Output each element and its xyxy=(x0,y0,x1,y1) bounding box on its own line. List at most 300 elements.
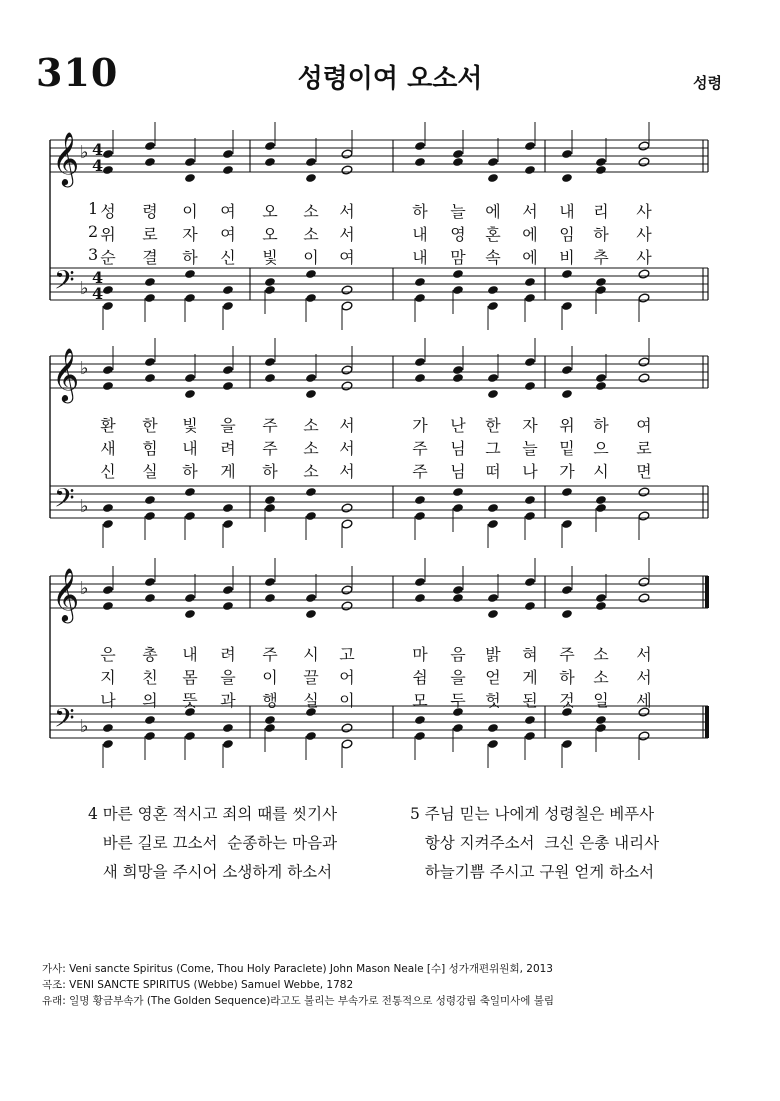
lyric-syllable: 속 xyxy=(485,248,501,267)
lyric-syllable: 추 xyxy=(593,248,609,267)
lyric-syllable: 비 xyxy=(559,248,575,267)
lyric-syllable: 게 xyxy=(522,668,538,687)
lyric-syllable: 주 xyxy=(262,439,278,458)
note-head xyxy=(524,715,536,725)
note-head xyxy=(264,357,276,367)
time-signature-bottom: 4 xyxy=(92,156,104,175)
note-head xyxy=(144,373,156,383)
note-head xyxy=(264,373,276,383)
note-head xyxy=(341,165,353,175)
note-head xyxy=(595,277,607,287)
note-head xyxy=(524,293,536,303)
lyric-syllable: 로 xyxy=(142,225,158,244)
note-head xyxy=(595,285,607,295)
note-head xyxy=(414,141,426,151)
note-head xyxy=(524,731,536,741)
lyric-syllable: 일 xyxy=(593,691,609,710)
note-head xyxy=(452,593,464,603)
lyric-syllable: 빛 xyxy=(182,416,198,435)
note-head xyxy=(595,715,607,725)
lyric-syllable: 이 xyxy=(182,202,198,221)
lyric-syllable: 내 xyxy=(182,439,198,458)
lyric-syllable: 여 xyxy=(220,225,236,244)
lyric-syllable: 하 xyxy=(412,202,428,221)
note-head xyxy=(638,141,650,151)
treble-clef: 𝄞 xyxy=(52,347,80,401)
note-head xyxy=(102,149,114,159)
lyric-syllable: 시 xyxy=(303,645,319,664)
note-head xyxy=(144,495,156,505)
note-head xyxy=(222,365,234,375)
note-head xyxy=(524,165,536,175)
note-head xyxy=(561,269,573,279)
flat-key-signature: ♭ xyxy=(80,142,89,163)
note-head xyxy=(102,585,114,595)
lyric-syllable: 몸 xyxy=(182,668,198,687)
note-head xyxy=(524,601,536,611)
note-head xyxy=(487,373,499,383)
note-head xyxy=(638,577,650,587)
lyric-syllable: 하 xyxy=(593,416,609,435)
note-head xyxy=(184,731,196,741)
lyric-syllable: 영 xyxy=(450,225,466,244)
note-head xyxy=(341,381,353,391)
note-head xyxy=(264,723,276,733)
note-head xyxy=(144,593,156,603)
note-head xyxy=(222,285,234,295)
note-head xyxy=(561,739,573,749)
lyric-syllable: 오 xyxy=(262,225,278,244)
lyric-syllable: 오 xyxy=(262,202,278,221)
lyric-syllable: 성 xyxy=(100,202,116,221)
lyric-syllable: 모 xyxy=(412,691,428,710)
lyric-syllable: 소 xyxy=(593,645,609,664)
lyric-syllable: 서 xyxy=(339,439,355,458)
lyric-syllable: 실 xyxy=(142,462,158,481)
note-head xyxy=(595,601,607,611)
lyric-syllable: 밝 xyxy=(485,645,501,664)
time-signature-bottom: 4 xyxy=(92,284,104,303)
lyric-syllable: 을 xyxy=(450,668,466,687)
lyric-syllable: 가 xyxy=(412,416,428,435)
note-head xyxy=(264,157,276,167)
note-head xyxy=(561,365,573,375)
note-head xyxy=(561,609,573,619)
note-head xyxy=(524,357,536,367)
note-head xyxy=(341,285,353,295)
lyric-syllable: 주 xyxy=(262,645,278,664)
lyric-syllable: 뜻 xyxy=(182,691,198,710)
lyric-syllable: 것 xyxy=(559,691,575,710)
note-head xyxy=(452,723,464,733)
lyric-syllable: 난 xyxy=(450,416,466,435)
note-head xyxy=(184,389,196,399)
lyric-syllable: 결 xyxy=(142,248,158,267)
lyric-syllable: 위 xyxy=(100,225,116,244)
note-head xyxy=(305,373,317,383)
lyric-syllable: 빛 xyxy=(262,248,278,267)
note-head xyxy=(638,593,650,603)
flat-key-signature: ♭ xyxy=(80,496,89,517)
lyric-syllable: 자 xyxy=(522,416,538,435)
note-head xyxy=(264,593,276,603)
lyric-syllable: 서 xyxy=(339,416,355,435)
lyric-syllable: 서 xyxy=(636,645,652,664)
lyric-syllable: 하 xyxy=(182,462,198,481)
note-head xyxy=(414,357,426,367)
lyric-syllable: 하 xyxy=(182,248,198,267)
note-head xyxy=(102,365,114,375)
note-head xyxy=(452,157,464,167)
lyric-syllable: 떠 xyxy=(485,462,501,481)
note-head xyxy=(487,157,499,167)
note-head xyxy=(341,503,353,513)
note-head xyxy=(487,739,499,749)
treble-clef: 𝄞 xyxy=(52,567,80,621)
lyric-syllable: 면 xyxy=(636,462,652,481)
note-head xyxy=(144,357,156,367)
lyric-syllable: 사 xyxy=(636,225,652,244)
note-head xyxy=(341,149,353,159)
note-head xyxy=(264,277,276,287)
note-head xyxy=(305,731,317,741)
note-head xyxy=(305,511,317,521)
note-head xyxy=(638,293,650,303)
lyric-syllable: 내 xyxy=(559,202,575,221)
note-head xyxy=(184,173,196,183)
lyric-syllable: 헛 xyxy=(485,691,501,710)
credit-lyrics: 가사: Veni sancte Spiritus (Come, Thou Holy Paraclete) John Mason Neale [수] 성가개편위원회, 2013 xyxy=(42,963,553,975)
lyric-syllable: 여 xyxy=(339,248,355,267)
lyric-syllable: 친 xyxy=(142,668,158,687)
note-head xyxy=(638,487,650,497)
lyric-syllable: 서 xyxy=(339,462,355,481)
note-head xyxy=(222,601,234,611)
note-head xyxy=(487,503,499,513)
note-head xyxy=(264,285,276,295)
lyric-syllable: 이 xyxy=(339,691,355,710)
note-head xyxy=(222,165,234,175)
note-head xyxy=(524,277,536,287)
lyric-syllable: 얻 xyxy=(485,668,501,687)
note-head xyxy=(561,585,573,595)
lyric-syllable: 한 xyxy=(142,416,158,435)
lyric-syllable: 을 xyxy=(220,416,236,435)
note-head xyxy=(638,157,650,167)
lyric-syllable: 순 xyxy=(100,248,116,267)
verse-number: 3 xyxy=(88,245,99,264)
note-head xyxy=(595,157,607,167)
lyric-syllable: 소 xyxy=(303,416,319,435)
bass-clef: 𝄢 xyxy=(54,482,75,520)
note-head xyxy=(102,285,114,295)
note-head xyxy=(341,519,353,529)
note-head xyxy=(414,511,426,521)
lyric-syllable: 리 xyxy=(593,202,609,221)
note-head xyxy=(222,381,234,391)
lyric-syllable: 늘 xyxy=(450,202,466,221)
lyric-syllable: 자 xyxy=(182,225,198,244)
lyric-syllable: 쉼 xyxy=(412,668,428,687)
note-head xyxy=(184,487,196,497)
note-head xyxy=(561,519,573,529)
note-head xyxy=(487,519,499,529)
note-head xyxy=(595,373,607,383)
note-head xyxy=(561,173,573,183)
lyric-syllable: 님 xyxy=(450,439,466,458)
lyric-syllable: 사 xyxy=(636,202,652,221)
note-head xyxy=(264,503,276,513)
note-head xyxy=(414,593,426,603)
note-head xyxy=(638,511,650,521)
final-barline xyxy=(705,706,709,738)
note-head xyxy=(102,739,114,749)
lyric-syllable: 가 xyxy=(559,462,575,481)
note-head xyxy=(561,149,573,159)
note-head xyxy=(341,365,353,375)
hymn-number: 310 xyxy=(36,50,119,95)
note-head xyxy=(341,585,353,595)
note-head xyxy=(595,503,607,513)
note-head xyxy=(414,277,426,287)
note-head xyxy=(561,301,573,311)
note-head xyxy=(144,715,156,725)
lyric-syllable: 신 xyxy=(100,462,116,481)
note-head xyxy=(452,373,464,383)
note-head xyxy=(595,723,607,733)
note-head xyxy=(144,293,156,303)
note-head xyxy=(222,739,234,749)
note-head xyxy=(414,715,426,725)
lyric-syllable: 혀 xyxy=(522,645,538,664)
lyric-syllable: 혼 xyxy=(485,225,501,244)
note-head xyxy=(264,577,276,587)
time-signature-top: 4 xyxy=(92,268,104,287)
note-head xyxy=(487,301,499,311)
note-head xyxy=(524,511,536,521)
lyric-syllable: 주 xyxy=(262,416,278,435)
note-head xyxy=(144,141,156,151)
note-head xyxy=(414,293,426,303)
lyric-syllable: 이 xyxy=(262,668,278,687)
lyric-syllable: 어 xyxy=(339,668,355,687)
note-head xyxy=(264,495,276,505)
treble-clef: 𝄞 xyxy=(52,131,80,185)
lyric-syllable: 새 xyxy=(100,439,116,458)
credits xyxy=(42,961,554,1009)
lyric-syllable: 소 xyxy=(303,462,319,481)
note-head xyxy=(452,365,464,375)
lyric-syllable: 시 xyxy=(593,462,609,481)
note-head xyxy=(305,389,317,399)
lyric-syllable: 여 xyxy=(220,202,236,221)
stanza-5: 5 주님 믿는 나에게 성령칠은 베푸사 항상 지켜주소서 크신 은총 내리사 하늘기쁨 주시고 구원 얻게 하소서 xyxy=(410,805,660,881)
note-head xyxy=(222,519,234,529)
lyric-syllable: 내 xyxy=(182,645,198,664)
note-head xyxy=(222,723,234,733)
note-head xyxy=(102,723,114,733)
note-head xyxy=(102,503,114,513)
note-head xyxy=(305,487,317,497)
note-head xyxy=(305,609,317,619)
page-title: 성령이여 오소서 xyxy=(297,64,483,94)
lyric-syllable: 에 xyxy=(522,248,538,267)
note-head xyxy=(305,173,317,183)
note-head xyxy=(144,577,156,587)
lyric-syllable: 여 xyxy=(636,416,652,435)
note-head xyxy=(184,609,196,619)
note-head xyxy=(144,277,156,287)
lyric-syllable: 된 xyxy=(522,691,538,710)
lyric-syllable: 지 xyxy=(100,668,116,687)
lyric-syllable: 서 xyxy=(636,668,652,687)
lyric-syllable: 에 xyxy=(485,202,501,221)
lyric-syllable: 실 xyxy=(303,691,319,710)
note-head xyxy=(414,373,426,383)
note-head xyxy=(452,487,464,497)
verse-number: 2 xyxy=(88,222,99,241)
note-head xyxy=(144,731,156,741)
note-head xyxy=(102,519,114,529)
lyric-syllable: 행 xyxy=(262,691,278,710)
credit-origin: 유래: 일명 황금부속가 (The Golden Sequence)라고도 불리는 부속가로 전통적으로 성령강림 축일미사에 불림 xyxy=(42,995,555,1007)
lyric-syllable: 님 xyxy=(450,462,466,481)
note-head xyxy=(524,141,536,151)
lyric-syllable: 소 xyxy=(303,202,319,221)
note-head xyxy=(487,173,499,183)
lyric-syllable: 힘 xyxy=(142,439,158,458)
note-head xyxy=(341,739,353,749)
lyric-syllable: 소 xyxy=(593,668,609,687)
note-head xyxy=(264,141,276,151)
lyric-syllable: 위 xyxy=(559,416,575,435)
category-label: 성령 xyxy=(693,74,722,92)
lyric-syllable: 서 xyxy=(339,225,355,244)
lyric-syllable: 한 xyxy=(485,416,501,435)
note-head xyxy=(414,731,426,741)
lyric-syllable: 은 xyxy=(100,645,116,664)
note-head xyxy=(452,585,464,595)
lyric-syllable: 주 xyxy=(559,645,575,664)
note-head xyxy=(452,269,464,279)
lyric-syllable: 려 xyxy=(220,645,236,664)
flat-key-signature: ♭ xyxy=(80,716,89,737)
note-head xyxy=(561,389,573,399)
note-head xyxy=(452,149,464,159)
note-head xyxy=(341,723,353,733)
lyric-syllable: 두 xyxy=(450,691,466,710)
note-head xyxy=(305,293,317,303)
note-head xyxy=(487,609,499,619)
note-head xyxy=(305,157,317,167)
lyric-syllable: 끌 xyxy=(303,668,319,687)
lyric-syllable: 밑 xyxy=(559,439,575,458)
lyric-syllable: 총 xyxy=(142,645,158,664)
lyric-syllable: 주 xyxy=(412,439,428,458)
lyric-syllable: 서 xyxy=(339,202,355,221)
lyric-syllable: 맘 xyxy=(450,248,466,267)
lyric-syllable: 소 xyxy=(303,225,319,244)
lyric-syllable: 마 xyxy=(412,645,428,664)
note-head xyxy=(184,593,196,603)
final-barline xyxy=(705,576,709,608)
lyric-syllable: 사 xyxy=(636,248,652,267)
note-head xyxy=(638,357,650,367)
lyric-syllable: 신 xyxy=(220,248,236,267)
lyric-syllable: 이 xyxy=(303,248,319,267)
lyric-syllable: 임 xyxy=(559,225,575,244)
lyric-syllable: 령 xyxy=(142,202,158,221)
lyric-syllable: 을 xyxy=(220,668,236,687)
note-head xyxy=(102,381,114,391)
note-head xyxy=(452,503,464,513)
note-head xyxy=(144,511,156,521)
note-head xyxy=(102,165,114,175)
note-head xyxy=(184,269,196,279)
verse-number: 1 xyxy=(88,199,99,218)
note-head xyxy=(524,577,536,587)
note-head xyxy=(595,165,607,175)
note-head xyxy=(144,157,156,167)
note-head xyxy=(184,293,196,303)
note-head xyxy=(595,381,607,391)
lyric-syllable: 하 xyxy=(262,462,278,481)
note-head xyxy=(487,389,499,399)
note-head xyxy=(638,373,650,383)
lyric-syllable: 하 xyxy=(559,668,575,687)
note-head xyxy=(184,373,196,383)
note-head xyxy=(184,157,196,167)
lyric-syllable: 서 xyxy=(522,202,538,221)
note-head xyxy=(414,157,426,167)
lyric-syllable: 세 xyxy=(636,691,652,710)
note-head xyxy=(184,511,196,521)
note-head xyxy=(524,381,536,391)
lyric-syllable: 나 xyxy=(100,691,116,710)
lyric-syllable: 나 xyxy=(522,462,538,481)
bass-clef: 𝄢 xyxy=(54,264,75,302)
note-head xyxy=(595,495,607,505)
note-head xyxy=(524,495,536,505)
lyric-syllable: 고 xyxy=(339,645,355,664)
lyric-syllable: 에 xyxy=(522,225,538,244)
note-head xyxy=(487,593,499,603)
lyric-syllable: 내 xyxy=(412,248,428,267)
flat-key-signature: ♭ xyxy=(80,578,89,599)
note-head xyxy=(102,601,114,611)
time-signature-top: 4 xyxy=(92,140,104,159)
lyric-syllable: 의 xyxy=(142,691,158,710)
note-head xyxy=(487,723,499,733)
note-head xyxy=(102,301,114,311)
lyric-syllable: 늘 xyxy=(522,439,538,458)
note-head xyxy=(222,301,234,311)
lyric-syllable: 하 xyxy=(593,225,609,244)
lyric-syllable: 내 xyxy=(412,225,428,244)
lyric-syllable: 으 xyxy=(593,439,609,458)
note-head xyxy=(222,503,234,513)
note-head xyxy=(222,149,234,159)
lyric-syllable: 과 xyxy=(220,691,236,710)
note-head xyxy=(341,601,353,611)
note-head xyxy=(595,593,607,603)
credit-tune: 곡조: VENI SANCTE SPIRITUS (Webbe) Samuel Webbe, 1782 xyxy=(42,979,354,991)
lyric-syllable: 려 xyxy=(220,439,236,458)
lyric-syllable: 로 xyxy=(636,439,652,458)
lyric-syllable: 주 xyxy=(412,462,428,481)
lyric-syllable: 환 xyxy=(100,416,116,435)
note-head xyxy=(341,301,353,311)
